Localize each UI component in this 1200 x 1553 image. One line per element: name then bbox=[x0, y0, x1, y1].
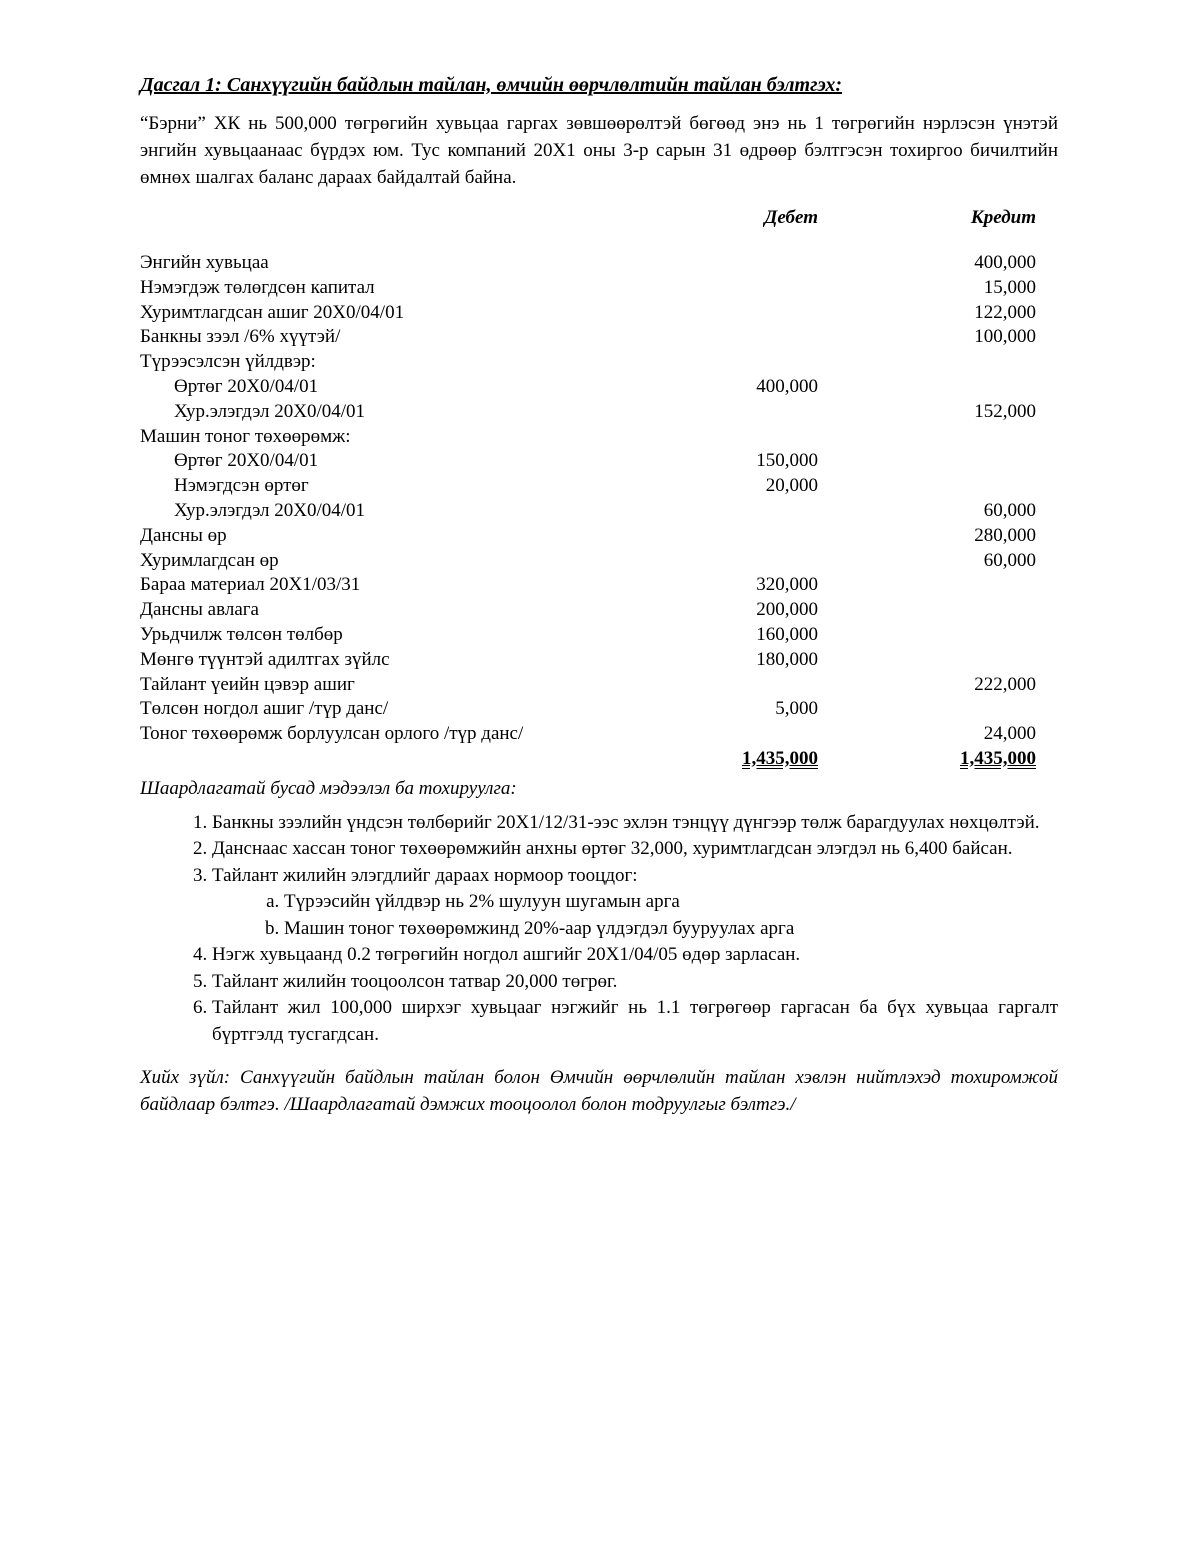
account-name: Дансны авлага bbox=[140, 599, 259, 621]
account-name: Нэмэгдэж төлөгдсөн капитал bbox=[140, 276, 375, 298]
debit-amount: 200,000 bbox=[756, 599, 818, 621]
debit-amount: 320,000 bbox=[756, 574, 818, 596]
debit-column-header: Дебет bbox=[764, 207, 818, 228]
requirement-item bbox=[212, 995, 1058, 1048]
account-name: Тоног төхөөрөмж борлуулсан орлого /түр данс/ bbox=[140, 723, 524, 745]
trial-balance-row bbox=[140, 722, 1058, 747]
requirement-text: Данснаас хассан тоног төхөөрөмжийн анхны өртөг 32,000, хуримтлагдсан элэгдэл нь 6,400 байсан. bbox=[212, 838, 1013, 860]
trial-balance-row bbox=[140, 573, 1058, 598]
credit-amount: 24,000 bbox=[983, 723, 1036, 745]
requirement-text: Тайлант жил 100,000 ширхэг хувьцааг нэгжийг нь 1.1 төгрөгөөр гаргасан ба бүх хувьцаа гаргалт бүртгэлд тусгагдсан. bbox=[212, 997, 1058, 1045]
account-name: Банкны зээл /6% хүүтэй/ bbox=[140, 326, 341, 348]
requirement-text: Банкны зээлийн үндсэн төлбөрийг 20Х1/12/31-ээс эхлэн тэнцүү дүнгээр төлж барагдуулах нөхцөлтэй. bbox=[212, 811, 1040, 833]
credit-column-header: Кредит bbox=[970, 207, 1036, 228]
credit-amount: 60,000 bbox=[983, 549, 1036, 571]
requirement-item bbox=[212, 810, 1058, 837]
task-paragraph: Хийх зүйл: Санхүүгийн байдлын тайлан болон Өмчийн өөрчлөлийн тайлан хэвлэн нийтлэхэд тохиромжой байдлаар бэлтгэ. /Шаардлагатай дэмжих тооцоолол болон тодруулгыг бэлтгэ./ bbox=[140, 1067, 1058, 1116]
account-name: Нэмэгдсэн өртөг bbox=[174, 475, 309, 497]
trial-balance-row bbox=[140, 673, 1058, 698]
debit-amount: 400,000 bbox=[756, 375, 818, 397]
account-name: Төлсөн ногдол ашиг /түр данс/ bbox=[140, 698, 389, 720]
total-debit: 1,435,000 bbox=[742, 747, 818, 769]
account-name: Түрээсэлсэн үйлдвэр: bbox=[140, 351, 316, 373]
trial-balance-row bbox=[140, 400, 1058, 425]
intro-paragraph: “Бэрни” ХК нь 500,000 төгрөгийн хувьцаа гаргах зөвшөөрөлтэй бөгөөд энэ нь 1 төгрөгийн нэрлэсэн үнэтэй энгийн хувьцаанаас бүрдэх юм. Тус компаний 20Х1 оны 3-р сарын 31 өдрөөр бэлтгэсэн тохиргоо бичилтийн өмнөх шалгах баланс дараах байдалтай байна. bbox=[140, 113, 1058, 188]
trial-balance-row bbox=[140, 375, 1058, 400]
trial-balance-table bbox=[140, 251, 1058, 772]
debit-amount: 150,000 bbox=[756, 450, 818, 472]
trial-balance-row bbox=[140, 524, 1058, 549]
trial-balance-row bbox=[140, 251, 1058, 276]
debit-amount: 20,000 bbox=[765, 475, 818, 497]
credit-amount: 122,000 bbox=[974, 301, 1036, 323]
debit-amount: 5,000 bbox=[775, 698, 818, 720]
total-credit: 1,435,000 bbox=[960, 747, 1036, 769]
requirement-subitem: a. Түрээсийн үйлдвэр нь 2% шулуун шугамын арга bbox=[284, 889, 1058, 916]
account-name: Машин тоног төхөөрөмж: bbox=[140, 425, 351, 447]
trial-balance-row bbox=[140, 425, 1058, 450]
requirement-item bbox=[212, 836, 1058, 863]
requirement-item bbox=[212, 969, 1058, 996]
trial-balance-total-row bbox=[140, 747, 1058, 772]
account-name: Хуримтлагдсан ашиг 20Х0/04/01 bbox=[140, 301, 405, 323]
trial-balance-row bbox=[140, 350, 1058, 375]
account-name: Энгийн хувьцаа bbox=[140, 252, 269, 273]
trial-balance-row bbox=[140, 499, 1058, 524]
account-name: Урьдчилж төлсөн төлбөр bbox=[140, 623, 343, 645]
requirement-subitem: b. Машин тоног төхөөрөмжинд 20%-аар үлдэгдэл бууруулах арга bbox=[284, 916, 1058, 943]
document-page bbox=[140, 70, 1058, 1118]
requirement-item bbox=[212, 942, 1058, 969]
credit-amount: 15,000 bbox=[983, 276, 1036, 298]
trial-balance-row bbox=[140, 648, 1058, 673]
trial-balance-row bbox=[140, 697, 1058, 722]
requirement-sublist bbox=[212, 889, 1058, 942]
account-name: Бараа материал 20Х1/03/31 bbox=[140, 574, 361, 596]
account-name: Хуримлагдсан өр bbox=[140, 549, 279, 571]
account-name: Хур.элэгдэл 20Х0/04/01 bbox=[174, 400, 366, 422]
account-name: Өртөг 20Х0/04/01 bbox=[174, 375, 319, 397]
debit-amount: 180,000 bbox=[756, 648, 818, 670]
credit-amount: 222,000 bbox=[974, 673, 1036, 695]
account-name: Тайлант үеийн цэвэр ашиг bbox=[140, 673, 355, 695]
requirement-text: Тайлант жилийн тооцоолсон татвар 20,000 төгрөг. bbox=[212, 970, 618, 992]
trial-balance-row bbox=[140, 598, 1058, 623]
additional-info-heading: Шаардлагатай бусад мэдээлэл ба тохируулга: bbox=[140, 777, 517, 799]
requirement-item bbox=[212, 863, 1058, 943]
trial-balance-row bbox=[140, 474, 1058, 499]
trial-balance-header bbox=[140, 205, 1058, 231]
credit-amount: 100,000 bbox=[974, 326, 1036, 348]
credit-amount: 400,000 bbox=[974, 252, 1036, 273]
trial-balance-row bbox=[140, 549, 1058, 574]
trial-balance-row bbox=[140, 623, 1058, 648]
account-name: Дансны өр bbox=[140, 524, 227, 546]
credit-amount: 280,000 bbox=[974, 524, 1036, 546]
credit-amount: 152,000 bbox=[974, 400, 1036, 422]
trial-balance-row bbox=[140, 325, 1058, 350]
account-name: Өртөг 20Х0/04/01 bbox=[174, 450, 319, 472]
requirement-text: Тайлант жилийн элэгдлийг дараах нормоор тооцдог: bbox=[212, 864, 638, 886]
exercise-title: Дасгал 1: Санхүүгийн байдлын тайлан, өмчийн өөрчлөлтийн тайлан бэлтгэх: bbox=[140, 74, 843, 96]
trial-balance-row bbox=[140, 449, 1058, 474]
debit-amount: 160,000 bbox=[756, 623, 818, 645]
account-name: Мөнгө түүнтэй адилтгах зүйлс bbox=[140, 648, 390, 670]
trial-balance-row bbox=[140, 301, 1058, 326]
trial-balance-row bbox=[140, 276, 1058, 301]
requirement-text: Нэгж хувьцаанд 0.2 төгрөгийн ногдол ашгийг 20Х1/04/05 өдөр зарласан. bbox=[212, 944, 801, 966]
credit-amount: 60,000 bbox=[983, 499, 1036, 521]
account-name: Хур.элэгдэл 20Х0/04/01 bbox=[174, 499, 366, 521]
requirements-list bbox=[140, 810, 1058, 1049]
